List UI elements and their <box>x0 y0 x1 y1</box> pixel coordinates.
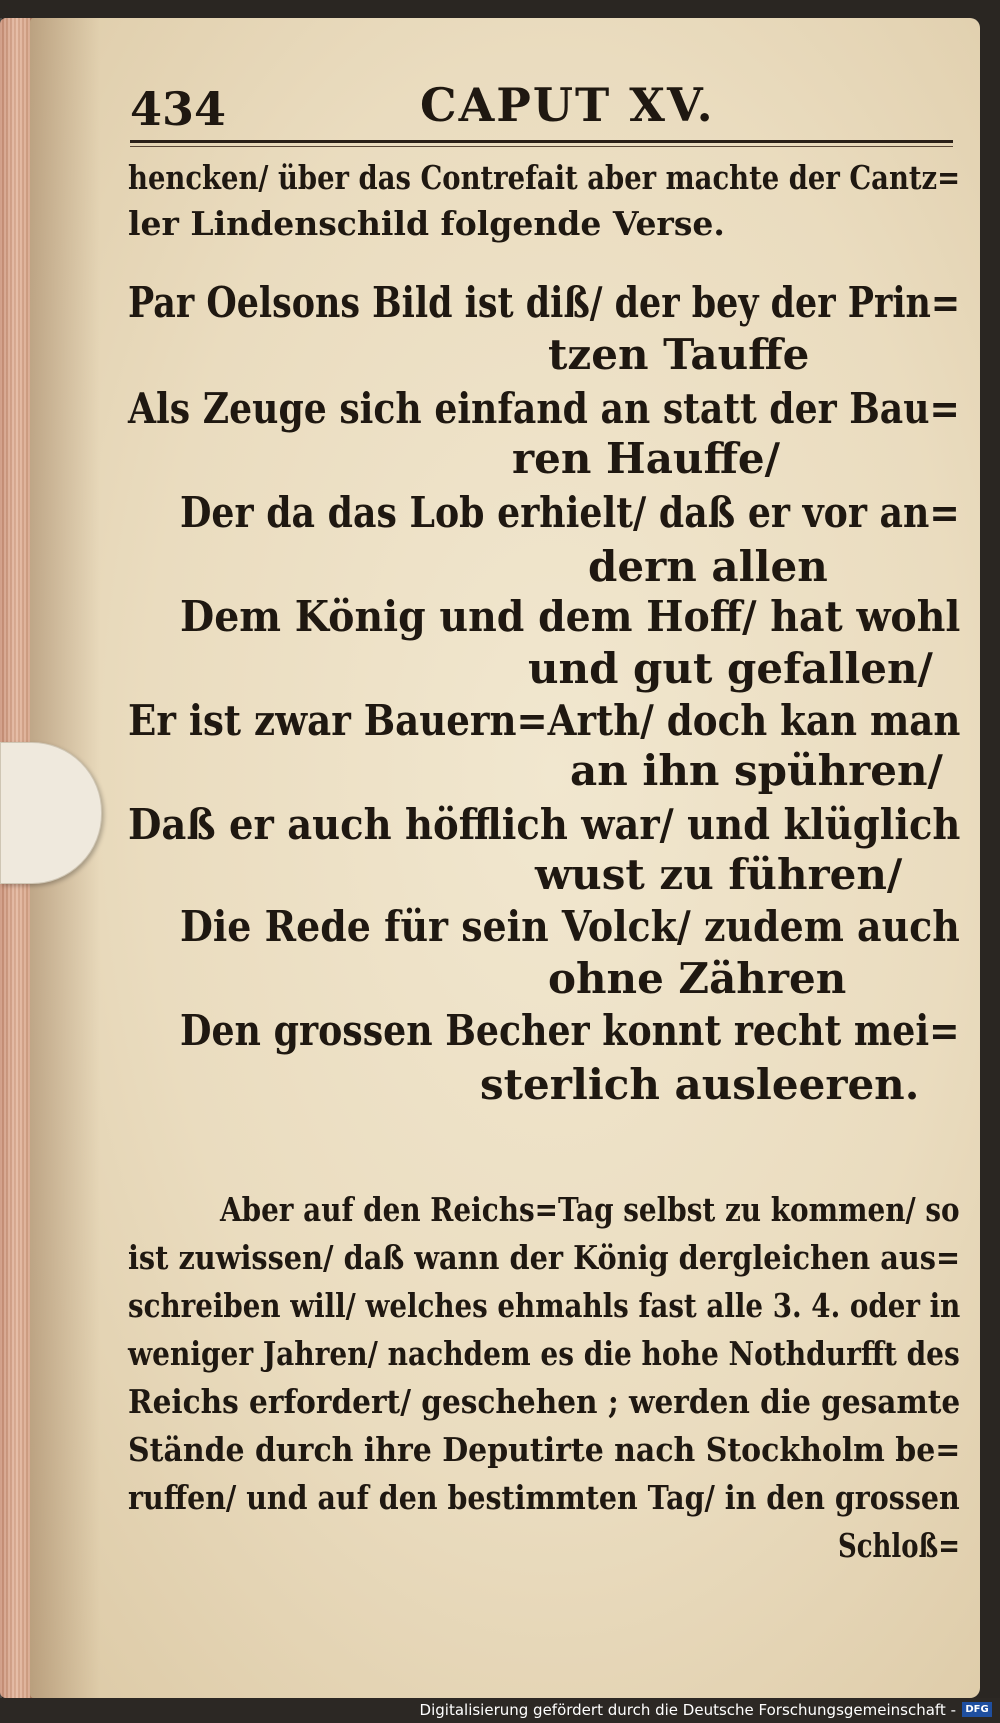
verse-line: Par Oelsons Bild ist diß/ der bey der Prin= <box>128 278 961 327</box>
verse-line: dern allen <box>588 542 828 591</box>
dfg-logo-icon: DFG <box>962 1702 992 1717</box>
lead-line: ler Lindenschild folgende Verse. <box>128 204 725 243</box>
catchword: Schloß= <box>838 1526 960 1565</box>
verse-line: Den grossen Becher konnt recht mei= <box>180 1006 960 1055</box>
verse-line: wust zu führen/ <box>535 850 903 899</box>
body-line: Aber auf den Reichs=Tag selbst zu kommen/ so <box>220 1190 960 1229</box>
verse-line: tzen Tauffe <box>548 330 810 379</box>
body-line: Stände durch ihre Deputirte nach Stockholm be= <box>128 1430 961 1469</box>
verse-line: Die Rede für sein Volck/ zudem auch <box>180 902 960 951</box>
lead-line: hencken/ über das Contrefait aber machte der Cantz= <box>128 158 961 197</box>
header-rule-thin <box>130 146 953 147</box>
verse-line: Er ist zwar Bauern=Arth/ doch kan man <box>128 696 961 745</box>
verse-line: ohne Zähren <box>548 954 847 1003</box>
verse-line: ren Hauffe/ <box>512 434 780 483</box>
page-number: 434 <box>130 82 227 136</box>
verse-line: und gut gefallen/ <box>528 644 933 693</box>
verse-line: an ihn spühren/ <box>570 746 943 795</box>
verse-line: Daß er auch höfflich war/ und klüglich <box>128 800 961 849</box>
footer-credit: Digitalisierung gefördert durch die Deutsche Forschungsgemeinschaft - <box>419 1701 956 1719</box>
body-line: ist zuwissen/ daß wann der König dergleichen aus= <box>128 1238 961 1277</box>
verse-line: Der da das Lob erhielt/ daß er vor an= <box>180 488 960 537</box>
body-line: schreiben will/ welches ehmahls fast alle 3. 4. oder in <box>128 1286 961 1325</box>
header-rule <box>130 140 953 143</box>
body-line: ruffen/ und auf den bestimmten Tag/ in den grossen <box>128 1478 960 1517</box>
verse-line: Dem König und dem Hoff/ hat wohl <box>180 592 961 641</box>
body-line: Reichs erfordert/ geschehen ; werden die gesamte <box>128 1382 961 1421</box>
verse-line: sterlich ausleeren. <box>480 1060 920 1109</box>
body-line: weniger Jahren/ nachdem es die hohe Nothdurfft des <box>128 1334 960 1373</box>
verse-line: Als Zeuge sich einfand an statt der Bau= <box>128 384 960 433</box>
running-head: CAPUT XV. <box>420 78 715 132</box>
